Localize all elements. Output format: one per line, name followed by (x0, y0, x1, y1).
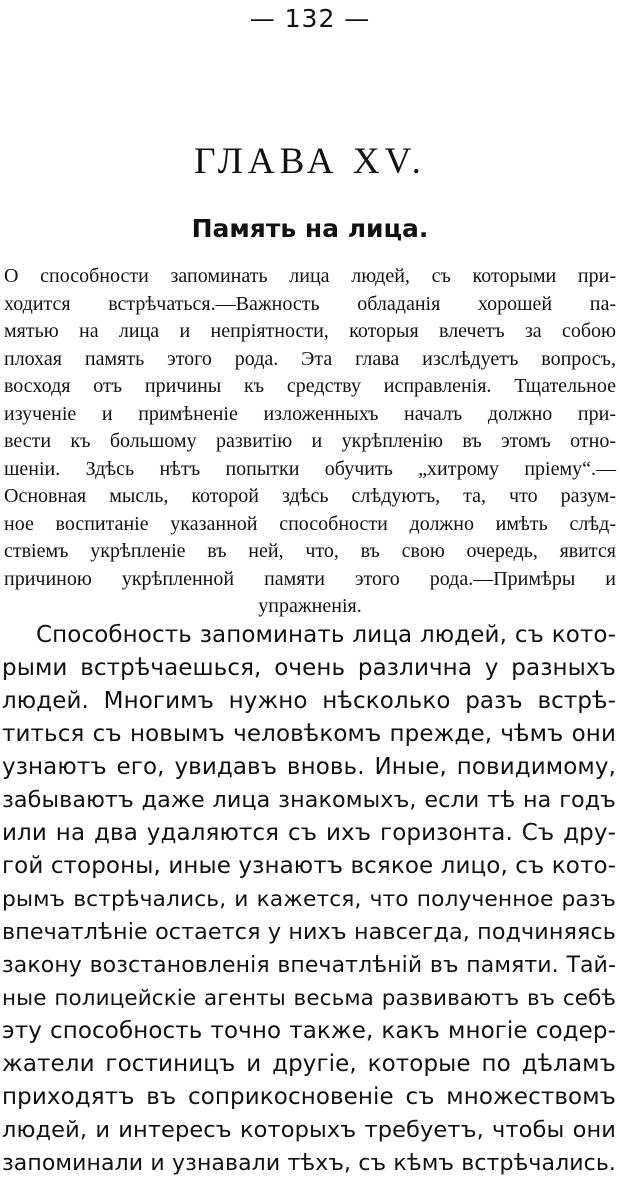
body-line: жатели гостиницъ и другіе, которые по дѣламъ (2, 1051, 616, 1077)
body-line: закону возстановленія впечатлѣній въ памяти. Тай- (2, 953, 616, 978)
page-number: — 132 — (249, 4, 371, 33)
body-line: рымъ встрѣчались, и кажется, что полученное разъ (2, 887, 616, 912)
body-line: ные полицейскіе агенты весьма развиваютъ въ себѣ (2, 986, 616, 1011)
summary-line: вести къ большому развитію и укрѣпленію въ этомъ отно- (4, 430, 616, 452)
body-line: приходятъ въ соприкосновеніе съ множествомъ (2, 1084, 616, 1110)
body-line: гой стороны, иные узнаютъ всякое лицо, съ кото- (2, 853, 617, 879)
summary-line: О способности запоминать лица людей, съ которыми при- (4, 265, 616, 287)
summary-line: причиною укрѣпленной памяти этого рода.—Примѣры и (4, 567, 616, 590)
summary-line: ствіемъ укрѣпленіе въ ней, что, въ свою очередь, явится (4, 540, 616, 562)
summary-line: плохая память этого рода. Эта глава изслѣдуетъ вопросъ, (4, 347, 616, 370)
summary-line: изученіе и примѣненіе изложенныхъ началъ должно при- (4, 402, 616, 425)
body-line: забываютъ даже лица знакомыхъ, если тѣ на годъ (2, 787, 616, 813)
summary-line: мятью на лица и непріятности, которыя влечетъ за собою (4, 320, 616, 342)
summary-line: шеніи. Здѣсь нѣтъ попытки обучить „хитрому пріему“.— (4, 457, 616, 480)
body-line: людей, и интересъ которыхъ требуетъ, чтобы они (2, 1117, 616, 1143)
summary-line: ходится встрѣчаться.—Важность обладанія хорошей па- (4, 292, 616, 315)
summary-line: Основная мысль, которой здѣсь слѣдуютъ, та, что разум- (4, 485, 616, 507)
body-paragraph (2, 619, 616, 1180)
body-line: людей. Многимъ нужно нѣсколько разъ встрѣ- (2, 688, 616, 714)
body-line: рыми встрѣчаешься, очень различна у разныхъ (2, 655, 616, 681)
body-line: титься съ новымъ человѣкомъ прежде, чѣмъ они (2, 721, 616, 747)
chapter-summary (4, 263, 616, 621)
summary-line: упражненія. (258, 595, 362, 617)
summary-line: восходя отъ причины къ средству исправленія. Тщательное (4, 375, 616, 397)
body-line: или на два удаляются съ ихъ горизонта. Съ дру- (2, 820, 616, 846)
chapter-title: ГЛАВА XV. (194, 141, 426, 182)
body-line: узнаютъ его, увидавъ вновь. Иные, повидимому, (2, 754, 616, 780)
chapter-subtitle: Память на лица. (191, 214, 429, 243)
body-line: Способность запоминать лица людей, съ кото- (36, 622, 616, 648)
body-line: впечатлѣніе остается у нихъ навсегда, подчиняясь (2, 919, 616, 945)
body-line: эту способность точно также, какъ многіе содер- (2, 1018, 616, 1044)
summary-line: ное воспитаніе указанной способности должно имѣть слѣд- (4, 512, 616, 535)
body-line: запоминали и узнавали тѣхъ, съ кѣмъ встрѣчались. (2, 1151, 616, 1176)
